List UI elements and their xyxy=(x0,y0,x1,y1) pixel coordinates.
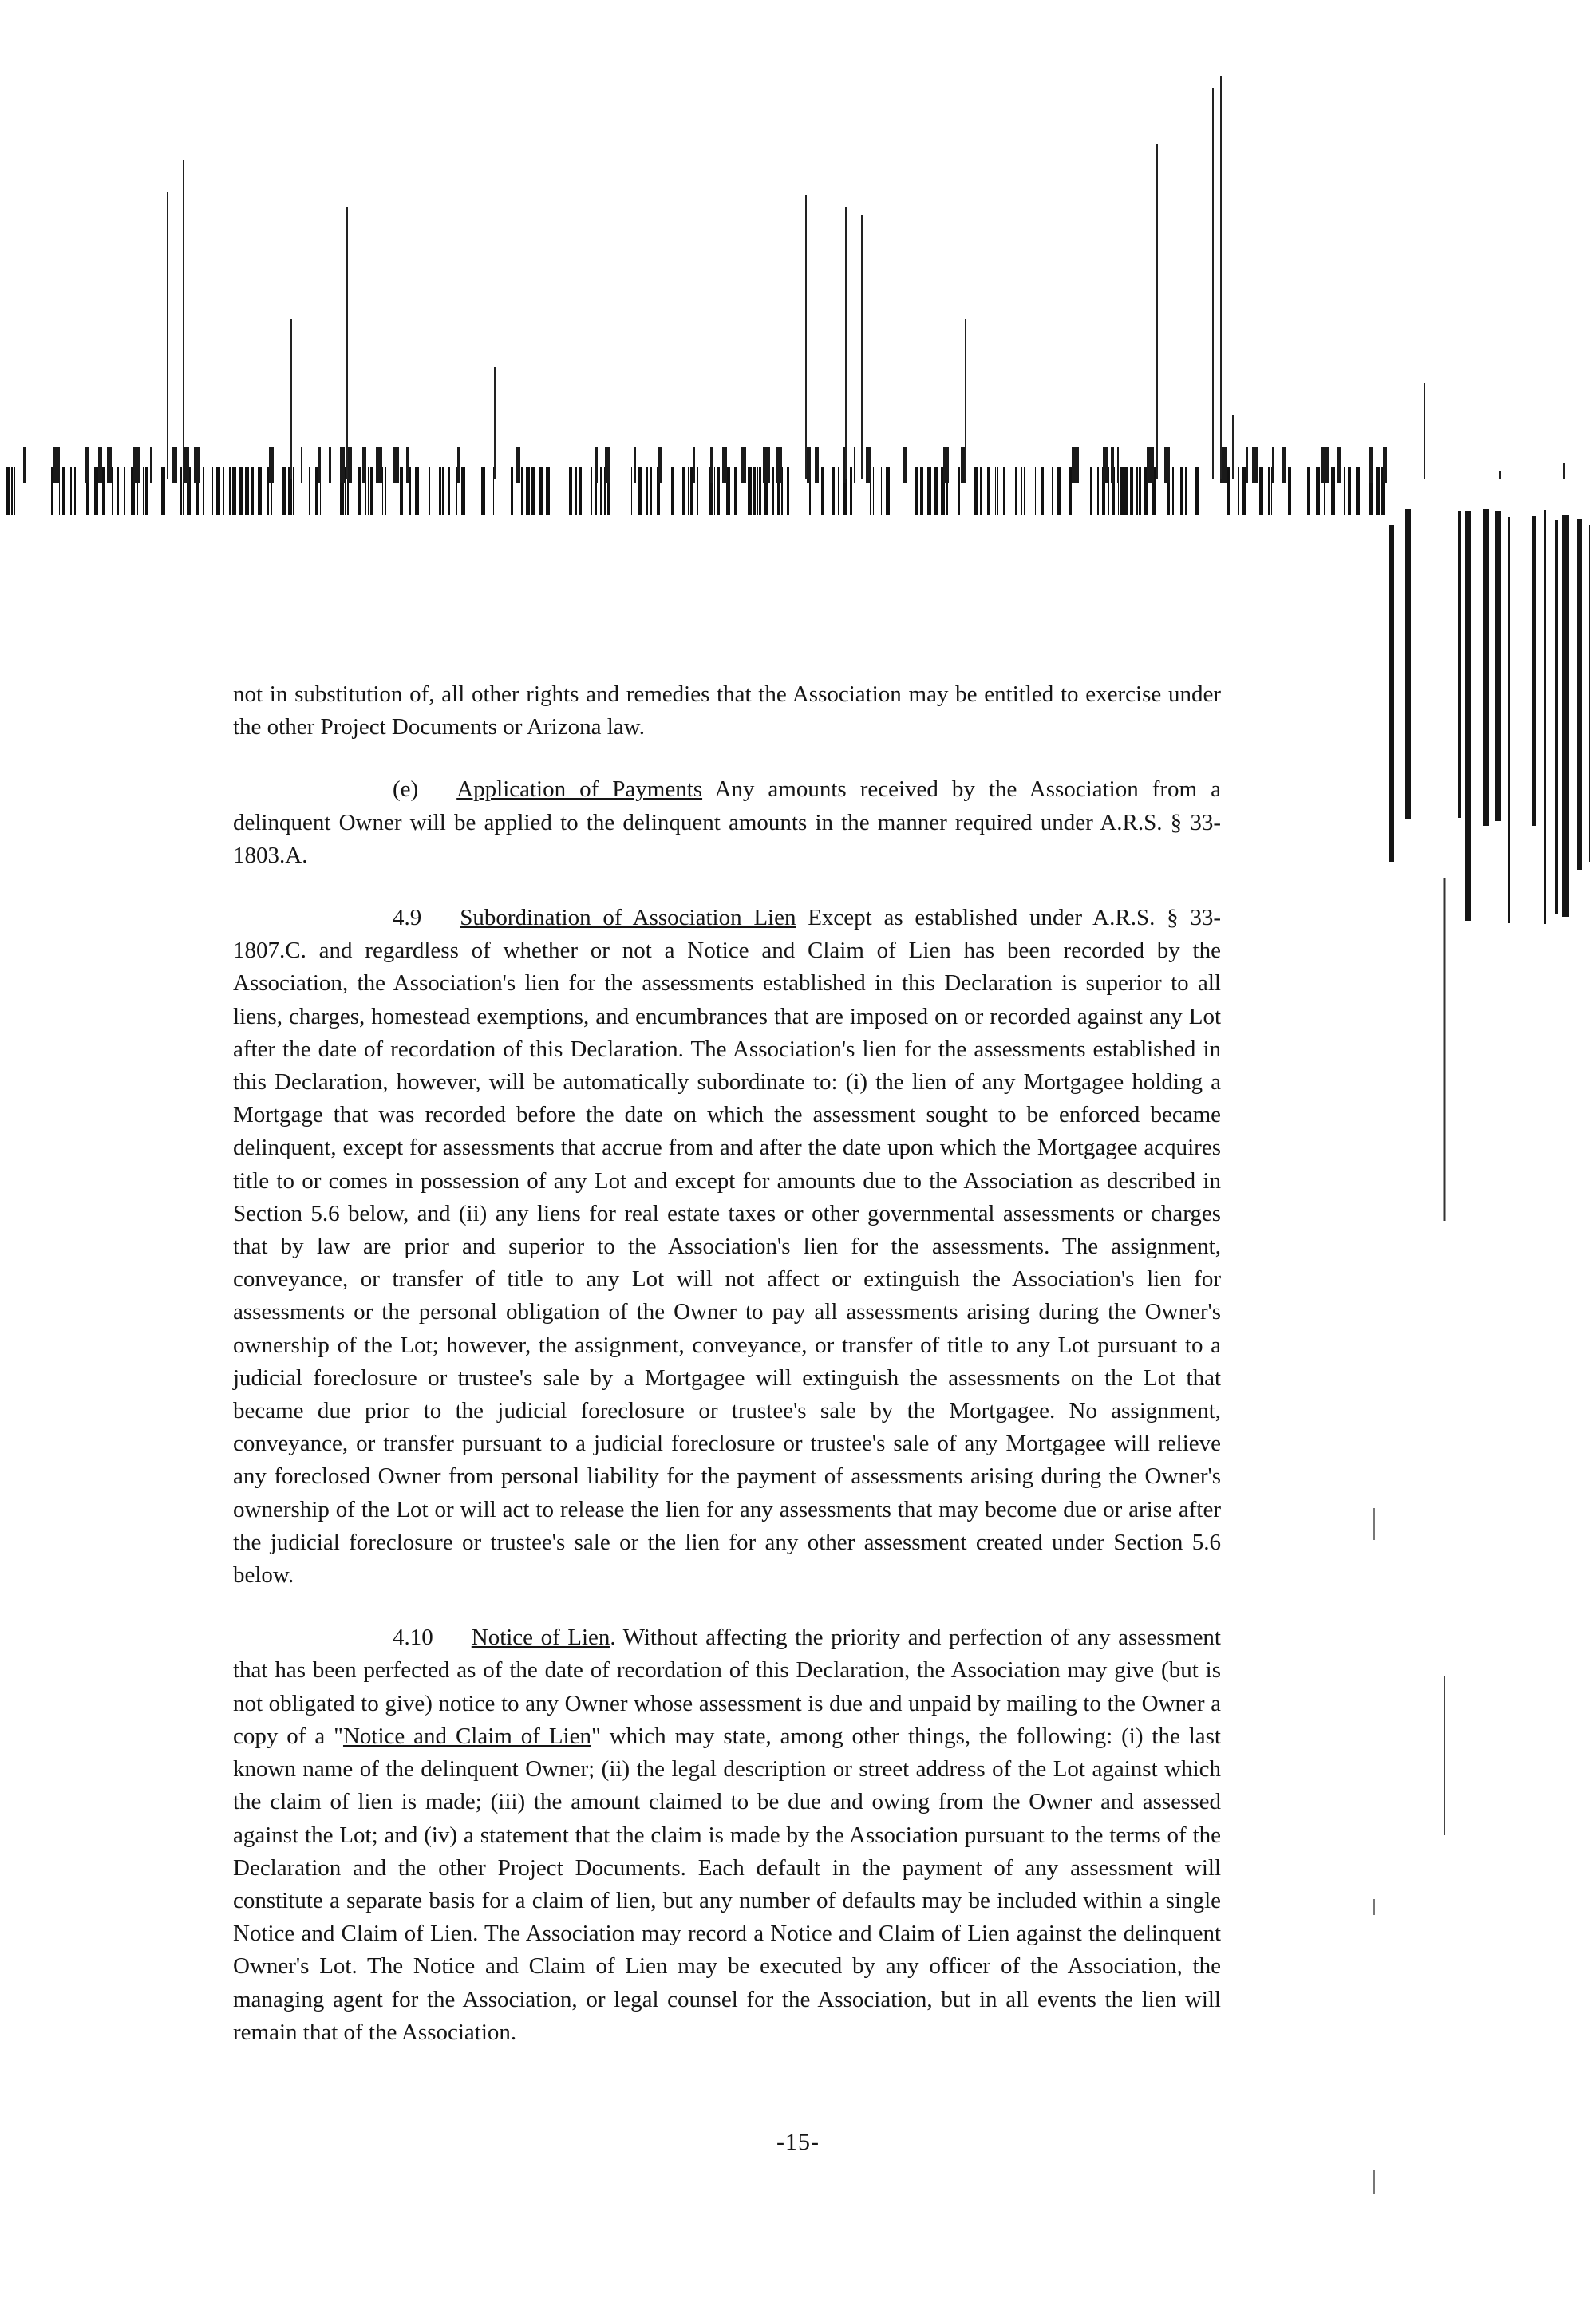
page-number: -15- xyxy=(776,2129,820,2155)
paragraph-continuation: not in substitution of, all other rights and remedies that the Association may be entitled to exercise under the other Project Documents or Arizona law. xyxy=(233,681,1221,740)
recording-barcode-top xyxy=(0,0,1596,527)
document-body xyxy=(233,678,1221,2079)
margin-scan-marks xyxy=(1357,878,1452,2274)
paragraph-application-of-payments: (e) Application of Payments Any amounts received by the Association from a delinquent Owner will be applied to the delinquent amounts in the manner required under A.R.S. § 33-1803.A. xyxy=(233,776,1221,868)
paragraph-subordination-of-lien: 4.9 Subordination of Association Lien Except as established under A.R.S. § 33-1807.C. and regardless of whether or not a Notice and Claim of Lien has been recorded by the Association, the Association's lien for the assessments established in this Declaration is superior to all liens, charges, homestead exemptions, and encumbrances that are imposed on or recorded against any Lot after the date of recordation of this Declaration. The Association's lien for the assessments established in this Declaration, however, will be automatically subordinate to: (i) the lien of any Mortgagee holding a Mortgage that was recorded before the date on which the assessment sought to be enforced became delinquent, except for assessments that accrue from and after the date upon which the Mortgagee acquires title to or comes in possession of any Lot and except for amounts due to the Association as described in Section 5.6 below, and (ii) any liens for real estate taxes or other governmental assessments or charges that by law are prior and superior to the Association's lien for the assessments. The assignment, conveyance, or transfer of title to any Lot will not affect or extinguish the Association's lien for assessments or the personal obligation of the Owner to pay all assessments arising during the Owner's ownership of the Lot; however, the assignment, conveyance, or transfer of title to any Lot pursuant to a judicial foreclosure or trustee's sale by a Mortgagee will extinguish the assessments on the Lot that became due prior to the judicial foreclosure or trustee's sale by the Mortgagee. No assignment, conveyance, or transfer pursuant to a judicial foreclosure or trustee's sale of any Mortgagee will relieve any foreclosed Owner from personal liability for the payment of assessments arising during the Owner's ownership of the Lot or will act to release the lien for any assessments that may become due or arise after the judicial foreclosure or trustee's sale or the lien for any other assessment created under Section 5.6 below. xyxy=(233,905,1221,1589)
section-number: 4.10 xyxy=(393,1625,433,1651)
section-heading: Application of Payments xyxy=(456,776,703,803)
section-number: 4.9 xyxy=(393,905,422,931)
quoted-term: Notice and Claim of Lien xyxy=(342,1723,591,1749)
section-heading: Notice of Lien xyxy=(471,1625,610,1651)
paragraph-notice-of-lien: 4.10 Notice of Lien. Without affecting the priority and perfection of any assessment that has been perfected as of the date of recordation of this Declaration, the Association may give (but is not obligated to give) notice to any Owner whose assessment is due and unpaid by mailing to the Owner a copy of a "Notice and Claim of Lien" which may state, among other things, the following: (i) the last known name of the delinquent Owner; (ii) the legal description or street address of the Lot against which the claim of lien is made; (iii) the amount claimed to be due and owing from the Owner and assessed against the Lot; and (iv) a statement that the claim is made by the Association pursuant to the terms of the Declaration and the other Project Documents. Each default in the payment of any assessment will constitute a separate basis for a claim of lien, but any number of defaults may be included within a single Notice and Claim of Lien. The Association may record a Notice and Claim of Lien against the delinquent Owner's Lot. The Notice and Claim of Lien may be executed by any officer of the Association, the managing agent for the Association, or legal counsel for the Association, but in all events the lien will remain that of the Association. xyxy=(233,1625,1221,2045)
section-heading: Subordination of Association Lien xyxy=(460,905,796,931)
section-number: (e) xyxy=(393,776,419,803)
